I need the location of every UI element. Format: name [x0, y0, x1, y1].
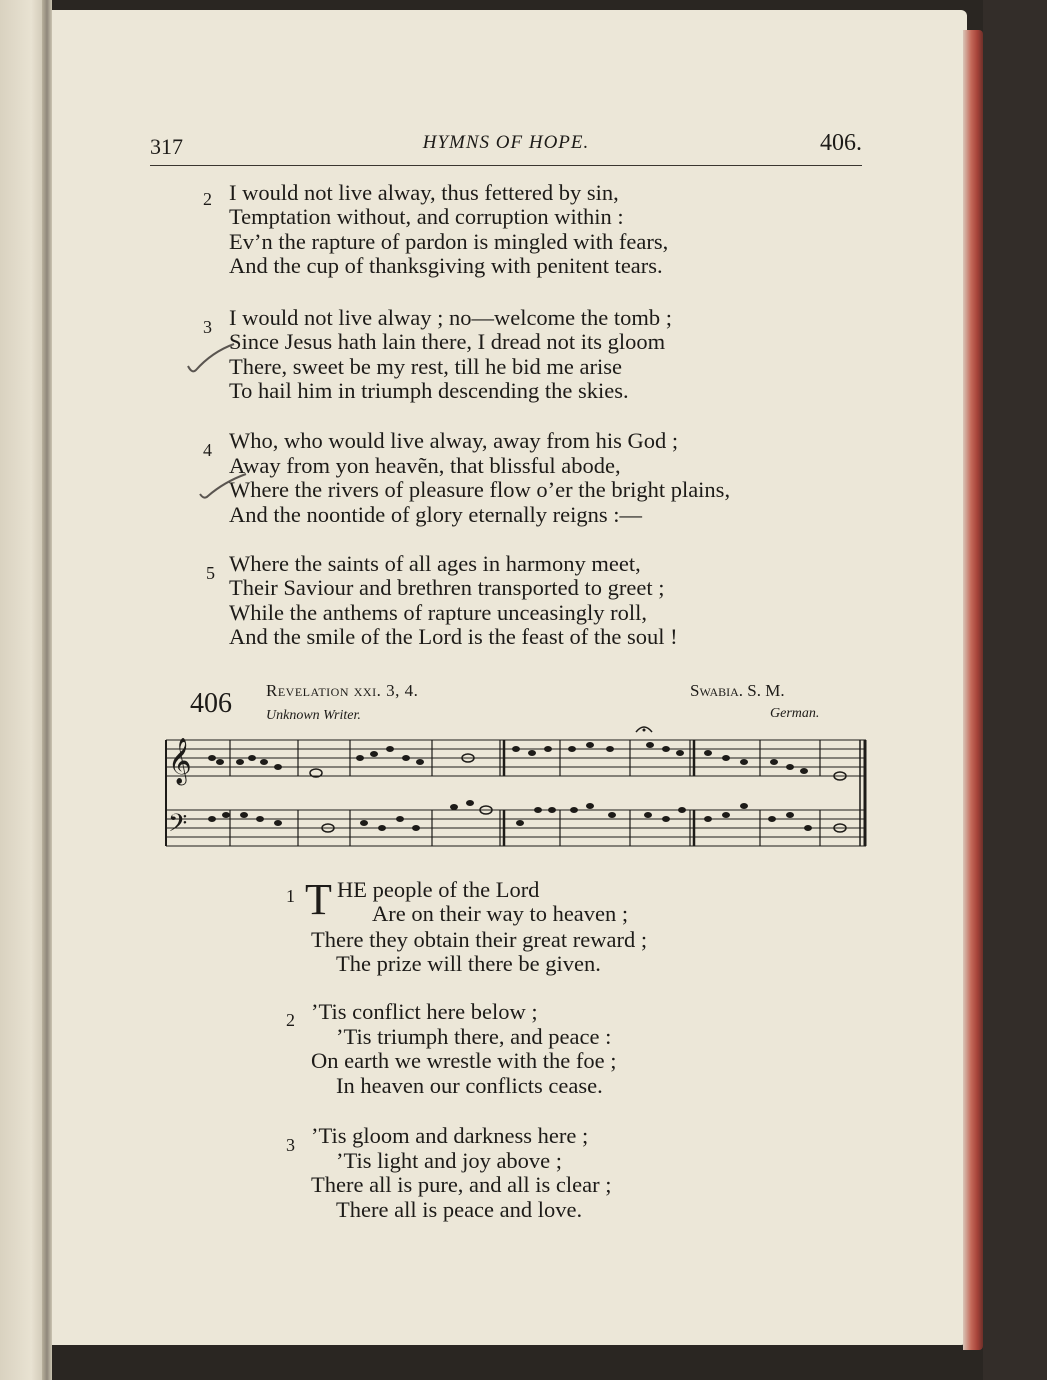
verse-number: 3 — [203, 317, 212, 337]
verse-line: I would not live alway, thus fettered by sin, — [229, 180, 619, 205]
music-score — [160, 718, 872, 868]
header-rule — [150, 165, 862, 166]
running-header — [150, 126, 862, 166]
verse-line: ’Tis conflict here below ; — [311, 999, 538, 1024]
verse-number: 5 — [206, 563, 215, 583]
pencil-check-mark-icon — [194, 470, 254, 506]
bass-notes — [208, 800, 846, 832]
verse-number: 1 — [286, 886, 295, 906]
tune-origin: German. — [770, 706, 820, 721]
verse-line: ’Tis gloom and darkness here ; — [311, 1123, 589, 1148]
verse-line: There all is pure, and all is clear ; — [311, 1172, 612, 1197]
verse-line: HE people of the Lord — [337, 877, 540, 902]
verse-line: On earth we wrestle with the foe ; — [311, 1048, 617, 1073]
treble-staff — [166, 740, 866, 776]
book-cover — [983, 0, 1047, 1380]
verse-line: And the cup of thanksgiving with penitent tears. — [229, 253, 663, 278]
treble-notes — [208, 742, 846, 780]
scripture-reference: Revelation xxi. 3, 4. — [266, 681, 419, 700]
drop-cap: T — [305, 875, 332, 924]
header-hymn-number: 406. — [820, 130, 862, 156]
verse-line: There they obtain their great reward ; — [311, 927, 648, 952]
verse-line: The prize will there be given. — [336, 951, 601, 976]
verse-line: Their Saviour and brethren transported to greet ; — [229, 575, 665, 600]
verse-line: Away from yon heavẽn, that blissful abode, — [229, 453, 621, 478]
bass-staff — [166, 810, 866, 846]
verse-line: Where the rivers of pleasure flow o’er the bright plains, — [229, 477, 731, 502]
book-gutter — [42, 0, 52, 1380]
verse-line: I would not live alway ; no—welcome the tomb ; — [229, 305, 673, 330]
verse-line: There all is peace and love. — [336, 1197, 583, 1222]
verse-number: 4 — [203, 440, 212, 460]
page-number: 317 — [150, 134, 183, 159]
verse-line: And the smile of the Lord is the feast of the soul ! — [229, 624, 678, 649]
verse-line: In heaven our conflicts cease. — [336, 1073, 603, 1098]
verse-line: Temptation without, and corruption within : — [229, 204, 624, 229]
pencil-check-mark-icon — [182, 340, 242, 380]
verse-line: There, sweet be my rest, till he bid me arise — [229, 354, 622, 379]
verse-line: Where the saints of all ages in harmony meet, — [229, 551, 641, 576]
verse-number: 2 — [203, 189, 212, 209]
verse-line: Are on their way to heaven ; — [372, 901, 629, 926]
verse-line: ’Tis triumph there, and peace : — [336, 1024, 612, 1049]
tune-name: Swabia. S. M. — [690, 681, 785, 700]
verse-line: Who, who would live alway, away from his God ; — [229, 428, 679, 453]
bass-clef-icon: 𝄢 — [168, 809, 188, 844]
verse-line: Since Jesus hath lain there, I dread not its gloom — [229, 329, 666, 354]
verse-line: To hail him in triumph descending the skies. — [229, 378, 629, 403]
verse-line: And the noontide of glory eternally reigns :— — [229, 502, 643, 527]
verse-number: 3 — [286, 1135, 295, 1155]
hymn-number: 406 — [190, 688, 232, 719]
running-title: HYMNS OF HOPE. — [422, 132, 590, 153]
barlines — [230, 740, 820, 846]
treble-clef-icon: 𝄞 — [168, 738, 192, 784]
verse-line: While the anthems of rapture unceasingly roll, — [229, 600, 647, 625]
verse-line: ’Tis light and joy above ; — [336, 1148, 563, 1173]
page-block-edge — [963, 30, 983, 1350]
verse-line: Ev’n the rapture of pardon is mingled with fears, — [229, 229, 669, 254]
hymn-author: Unknown Writer. — [266, 708, 361, 723]
verse-number: 2 — [286, 1010, 295, 1030]
